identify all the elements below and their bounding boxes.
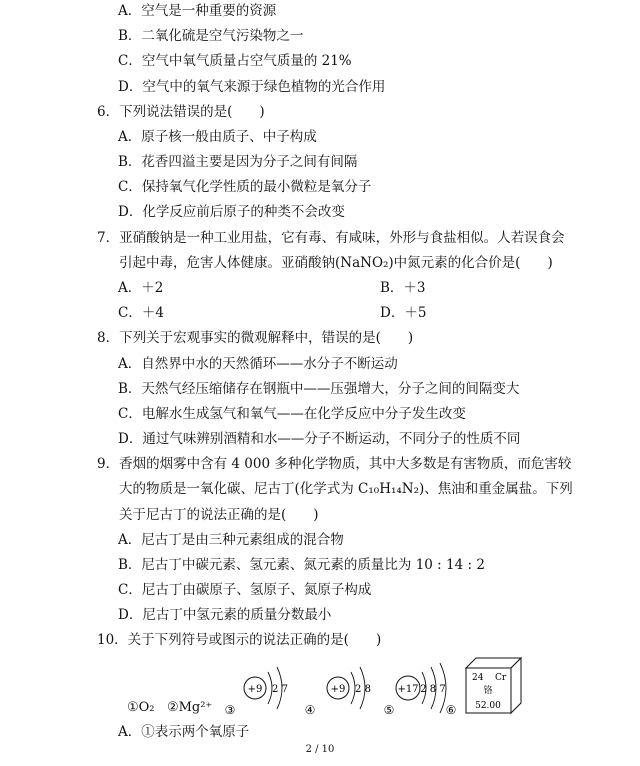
element-number: 24 — [472, 673, 484, 683]
q9-option-a: A．尼古丁是由三种元素组成的混合物 — [118, 532, 344, 548]
q6-option-d: D．化学反应前后原子的种类不会改变 — [118, 204, 345, 220]
q7-option-a: A．＋2 — [118, 280, 164, 296]
atom4-shells: 2 8 — [355, 684, 371, 695]
q7-option-b: B．＋3 — [380, 280, 426, 296]
q6-stem: 6．下列说法错误的是( ) — [97, 104, 265, 120]
q5-option-b: B．二氧化硫是空气污染物之一 — [118, 28, 304, 44]
q8-option-a: A．自然界中水的天然循环——水分子不断运动 — [118, 356, 398, 372]
q10-option-a: A．①表示两个氧原子 — [118, 724, 250, 740]
q9-option-c: C．尼古丁由碳原子、氢原子、氮原子构成 — [118, 582, 372, 598]
q6-option-c: C．保持氧气化学性质的最小微粒是氧分子 — [118, 179, 372, 195]
q7-option-c: C．＋4 — [118, 305, 164, 321]
q8-option-c: C．电解水生成氢气和氧气——在化学反应中分子发生改变 — [118, 406, 466, 422]
q8-stem: 8．下列关于宏观事实的微观解释中，错误的是( ) — [97, 330, 414, 346]
q10-symbol-2: ②Mg²⁺ — [166, 700, 213, 715]
q8-option-b: B．天然气经压缩储存在钢瓶中——压强增大，分子之间的间隔变大 — [118, 381, 520, 397]
q9-stem-line2: 大的物质是一氧化碳、尼古丁(化学式为 C₁₀H₁₄N₂)、焦油和重金属盐。下列 — [119, 481, 573, 497]
atom5-nucleus: +17 — [397, 684, 419, 695]
q9-option-b: B．尼古丁中碳元素、氢元素、氮元素的质量比为 10 : 14 : 2 — [118, 557, 485, 573]
q5-option-a: A．空气是一种重要的资源 — [118, 3, 277, 19]
label-4: ④ — [304, 703, 316, 717]
atom-diagram-5 — [396, 663, 456, 717]
atom3-nucleus: +9 — [247, 684, 263, 695]
atom-diagram-3 — [244, 667, 315, 717]
atom4-nucleus: +9 — [330, 684, 346, 695]
label-5: ⑤ — [383, 703, 395, 717]
q7-option-d: D．＋5 — [380, 305, 427, 321]
element-symbol: Cr — [495, 673, 507, 683]
q5-option-d: D．空气中的氧气来源于绿色植物的光合作用 — [118, 79, 386, 95]
atom3-shells: 2 7 — [272, 684, 288, 695]
q9-stem-line3: 关于尼古丁的说法正确的是( ) — [119, 507, 319, 523]
q10-stem: 10．关于下列符号或图示的说法正确的是( ) — [97, 632, 382, 648]
q10-figures — [0, 650, 640, 720]
atom-diagram-4 — [327, 667, 394, 717]
label-6: ⑥ — [445, 703, 457, 717]
page-number: 2 / 10 — [305, 744, 335, 755]
q7-stem-line2: 引起中毒，危害人体健康。亚硝酸钠(NaNO₂)中氮元素的化合价是( ) — [119, 255, 553, 271]
element-cell — [466, 658, 521, 713]
element-mass: 52.00 — [475, 701, 501, 711]
q6-option-a: A．原子核一般由质子、中子构成 — [118, 129, 317, 145]
q8-option-d: D．通过气味辨别酒精和水——分子不断运动，不同分子的性质不同 — [118, 431, 521, 447]
q9-option-d: D．尼古丁中氢元素的质量分数最小 — [118, 607, 332, 623]
atom5-shells: 2 8 7 — [420, 684, 446, 695]
q9-stem-line1: 9．香烟的烟雾中含有 4 000 多种化学物质，其中大多数是有害物质，而危害较 — [97, 456, 572, 472]
q5-option-c: C．空气中氧气质量占空气质量的 21% — [118, 53, 352, 69]
q10-symbol-1: ①O₂ — [127, 700, 155, 715]
element-name: 铬 — [483, 686, 493, 696]
q6-option-b: B．花香四溢主要是因为分子之间有间隔 — [118, 154, 358, 170]
label-3: ③ — [224, 703, 236, 717]
q7-stem-line1: 7．亚硝酸钠是一种工业用盐，它有毒、有咸味，外形与食盐相似。人若误食会 — [97, 230, 565, 246]
